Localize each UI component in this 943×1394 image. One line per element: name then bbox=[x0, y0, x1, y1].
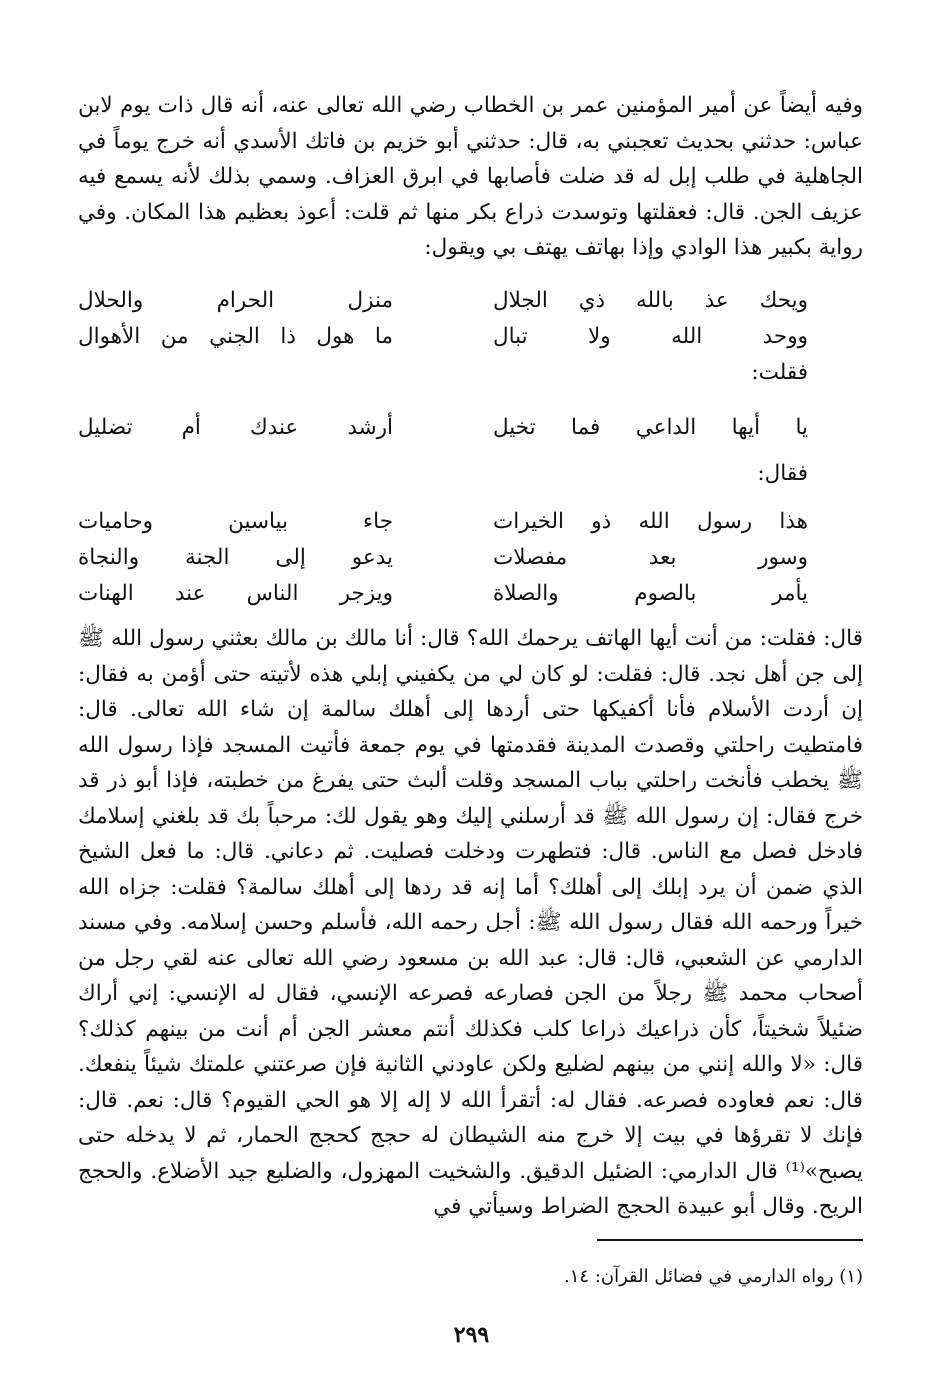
speaker-label-faqal: فقال: bbox=[757, 461, 808, 486]
poem-second bbox=[78, 410, 863, 504]
verse-line bbox=[78, 410, 863, 446]
body-paragraph bbox=[78, 621, 863, 1225]
verse-second-hemistich: ويزجر الناس عند الهنات bbox=[78, 581, 393, 606]
verse-first-hemistich: يأمر بالصوم والصلاة bbox=[493, 581, 808, 606]
verse-second-hemistich: يدعو إلى الجنة والنجاة bbox=[78, 545, 393, 570]
footnote: (١) رواه الدارمي في فضائل القرآن: ١٤. bbox=[564, 1266, 863, 1287]
verse-second-hemistich: منزل الحرام والحلال bbox=[78, 288, 393, 313]
verse-first-hemistich: هذا رسول الله ذو الخيرات bbox=[493, 509, 808, 534]
poem-first bbox=[78, 283, 863, 403]
intro-text: وفيه أيضاً عن أمير المؤمنين عمر بن الخطاب رضي الله تعالى عنه، أنه قال ذات يوم لابن عباس: حدثني بحديث تعجبني به، قال: حدثني أبو خزيم بن فاتك الأسدي أنه خرج يوماً في الجاهلية في طلب إبل له قد ضلت فأصابها في ابرق العزاف. وسمي بذلك لأنه يسمع فيه عزيف الجن. قال: فعقلتها وتوسدت ذراع بكر منها ثم قلت: أعوذ بعظيم هذا المكان. وفي رواية بكبير هذا الوادي وإذا بهاتف يهتف بي ويقول: bbox=[78, 93, 863, 260]
verse-line bbox=[78, 504, 863, 540]
verse-line bbox=[78, 319, 863, 355]
verse-first-hemistich: ووحد الله ولا تبال bbox=[493, 324, 808, 349]
page-number: ٢٩٩ bbox=[453, 1322, 490, 1348]
verse-first-hemistich: يا أيها الداعي فما تخيل bbox=[493, 415, 808, 440]
speaker-label-faqult: فقلت: bbox=[751, 360, 808, 385]
verse-line bbox=[78, 540, 863, 576]
verse-second-hemistich: جاء بياسين وحاميات bbox=[78, 509, 393, 534]
verse-first-hemistich: وسور بعد مفصلات bbox=[493, 545, 808, 570]
verse-first-hemistich: ويحك عذ بالله ذي الجلال bbox=[493, 288, 808, 313]
verse-line bbox=[78, 576, 863, 612]
body-text: قال: فقلت: من أنت أيها الهاتف يرحمك الله؟ قال: أنا مالك بن مالك بعثني رسول الله ﷺ إلى جن أهل نجد. قال: فقلت: لو كان لي من يكفيني إبلي هذه لأتيته حتى أؤمن به فقال: إن أردت الأسلام فأنا أكفيكها حتى أردها إلى أهلك سالمة إن شاء الله تعالى. قال: فامتطيت راحلتي وقصدت المدينة فقدمتها في يوم جمعة فأتيت المسجد فإذا رسول الله ﷺ يخطب فأنخت راحلتي بباب المسجد وقلت ألبث حتى يفرغ من خطبته، فإذا أبو ذر قد خرج فقال: إن رسول الله ﷺ قد أرسلني إليك وهو يقول لك: مرحباً بك قد بلغني إسلامك فادخل فصل مع الناس. قال: فتطهرت ودخلت فصليت. ثم دعاني. قال: ما فعل الشيخ الذي ضمن أن يرد إبلك إلى أهلك؟ أما إنه قد ردها إلى أهلك سالمة؟ فقلت: جزاه الله خيراً ورحمه الله فقال رسول الله ﷺ: أجل رحمه الله، فأسلم وحسن إسلامه. وفي مسند الدارمي عن الشعبي، قال: قال: عبد الله بن مسعود رضي الله تعالى عنه لقي رجل من أصحاب محمد ﷺ رجلاً من الجن فصارعه فصرعه الإنسي، فقال له الإنسي: إني أراك ضئيلاً شخيتاً، كأن ذراعيك ذراعا كلب فكذلك أنتم معشر الجن أم أنت من بينهم كذلك؟ قال: «لا والله إنني من بينهم لضليع ولكن عاودني الثانية فإن صرعتني علمتك شيئاً ينفعك. قال: نعم فعاوده فصرعه. فقال له: أتقرأ الله لا إله إلا هو الحي القيوم؟ قال: نعم. قال: فإنك لا تقرؤها في بيت إلا خرج منه الشيطان له حجج كحجج الحمار، ثم لا يدخله حتى يصبح»⁽¹⁾ قال الدارمي: الضئيل الدقيق. والشخيت المهزول، والضليع جيد الأضلاع. والحجج الريح. وقال أبو عبيدة الحجج الضراط وسيأتي في bbox=[78, 626, 863, 1219]
verse-second-hemistich: أرشد عندك أم تضليل bbox=[78, 415, 393, 440]
verse-line bbox=[78, 283, 863, 319]
poem-third bbox=[78, 504, 863, 612]
footnote-divider bbox=[597, 1239, 863, 1241]
verse-second-hemistich: ما هول ذا الجني من الأهوال bbox=[78, 324, 393, 349]
intro-paragraph bbox=[78, 88, 863, 266]
